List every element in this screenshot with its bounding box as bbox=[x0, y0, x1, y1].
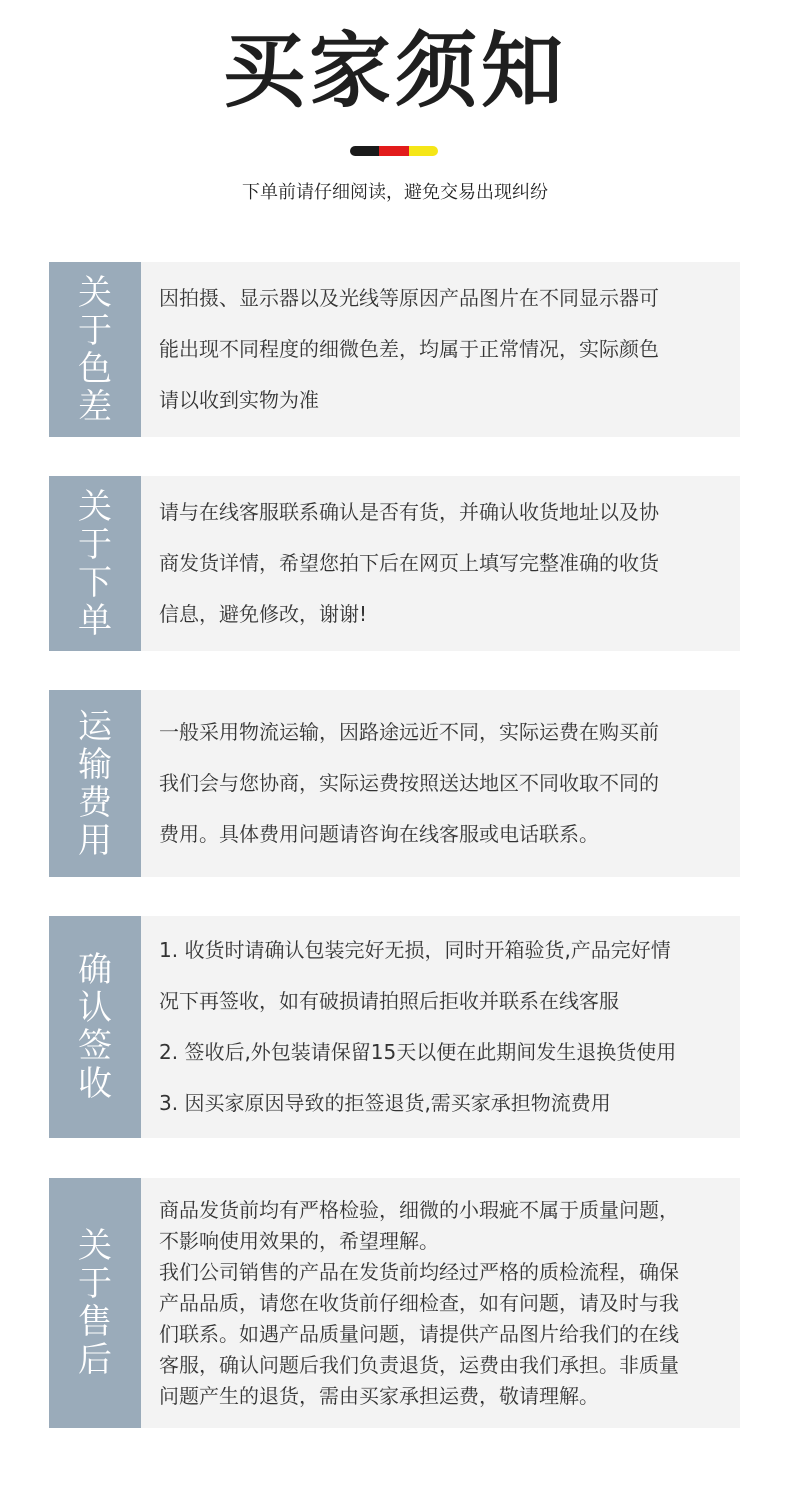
label-char: 关 bbox=[78, 1226, 112, 1266]
body-line: 请与在线客服联系确认是否有货，并确认收货地址以及协 bbox=[159, 500, 659, 524]
section-label bbox=[49, 262, 141, 437]
body-line: 2. 签收后,外包装请保留15天以便在此期间发生退换货使用 bbox=[159, 1040, 677, 1064]
label-char: 收 bbox=[78, 1064, 112, 1104]
section-after-sales bbox=[49, 1178, 740, 1428]
body-line: 请以收到实物为准 bbox=[159, 388, 319, 412]
page-title: 买家须知 bbox=[222, 24, 567, 119]
label-char: 于 bbox=[78, 524, 112, 565]
body-line: 商品发货前均有严格检验，细微的小瑕疵不属于质量问题， bbox=[159, 1197, 679, 1222]
label-char: 关 bbox=[78, 486, 112, 527]
section-body bbox=[141, 262, 740, 437]
body-line: 一般采用物流运输，因路途远近不同，实际运费在购买前 bbox=[159, 720, 659, 744]
tricolor-stripe bbox=[350, 146, 438, 156]
label-char: 下 bbox=[78, 562, 112, 603]
section-label bbox=[49, 916, 141, 1138]
body-line: 我们会与您协商，实际运费按照送达地区不同收取不同的 bbox=[159, 771, 659, 795]
body-line: 我们公司销售的产品在发货前均经过严格的质检流程，确保 bbox=[159, 1259, 679, 1284]
section-label bbox=[49, 690, 141, 877]
section-color-difference bbox=[49, 262, 740, 437]
section-label bbox=[49, 476, 141, 651]
body-line: 能出现不同程度的细微色差，均属于正常情况，实际颜色 bbox=[159, 337, 659, 361]
body-line: 产品品质，请您在收货前仔细检查，如有问题，请及时与我 bbox=[159, 1290, 679, 1315]
page-subtitle: 下单前请仔细阅读，避免交易出现纠纷 bbox=[242, 182, 548, 203]
body-line: 1. 收货时请确认包装完好无损，同时开箱验货,产品完好情 bbox=[159, 938, 671, 962]
body-line: 3. 因买家原因导致的拒签退货,需买家承担物流费用 bbox=[159, 1091, 611, 1115]
section-body bbox=[141, 476, 740, 651]
body-line: 费用。具体费用问题请咨询在线客服或电话联系。 bbox=[159, 822, 599, 846]
section-label bbox=[49, 1178, 141, 1428]
body-line: 信息，避免修改，谢谢! bbox=[159, 602, 368, 626]
label-char: 认 bbox=[78, 988, 112, 1028]
label-char: 确 bbox=[78, 950, 112, 990]
section-body bbox=[141, 916, 740, 1138]
body-line: 问题产生的退货，需由买家承担运费，敬请理解。 bbox=[159, 1383, 599, 1408]
section-body bbox=[141, 1178, 740, 1428]
section-receipt bbox=[49, 916, 740, 1138]
label-char: 后 bbox=[78, 1340, 112, 1380]
label-char: 关 bbox=[78, 272, 112, 313]
label-char: 色 bbox=[78, 348, 112, 389]
body-line: 况下再签收，如有破损请拍照后拒收并联系在线客服 bbox=[159, 989, 619, 1013]
section-ordering bbox=[49, 476, 740, 651]
label-char: 售 bbox=[78, 1302, 112, 1342]
stripe-red bbox=[379, 146, 408, 156]
body-line: 不影响使用效果的，希望理解。 bbox=[159, 1228, 439, 1253]
label-char: 费 bbox=[78, 782, 112, 823]
label-char: 签 bbox=[78, 1026, 112, 1066]
section-shipping-cost bbox=[49, 690, 740, 877]
stripe-black bbox=[350, 146, 379, 156]
body-line: 客服，确认问题后我们负责退货，运费由我们承担。非质量 bbox=[159, 1352, 679, 1377]
label-char: 用 bbox=[78, 820, 112, 861]
label-char: 运 bbox=[78, 706, 112, 747]
label-char: 于 bbox=[78, 310, 112, 351]
label-char: 于 bbox=[78, 1264, 112, 1304]
label-char: 输 bbox=[78, 744, 112, 785]
label-char: 差 bbox=[78, 386, 112, 427]
stripe-yellow bbox=[409, 146, 438, 156]
label-char: 单 bbox=[78, 600, 112, 641]
body-line: 商发货详情，希望您拍下后在网页上填写完整准确的收货 bbox=[159, 551, 659, 575]
body-line: 们联系。如遇产品质量问题，请提供产品图片给我们的在线 bbox=[159, 1321, 679, 1346]
section-body bbox=[141, 690, 740, 877]
body-line: 因拍摄、显示器以及光线等原因产品图片在不同显示器可 bbox=[159, 286, 659, 310]
